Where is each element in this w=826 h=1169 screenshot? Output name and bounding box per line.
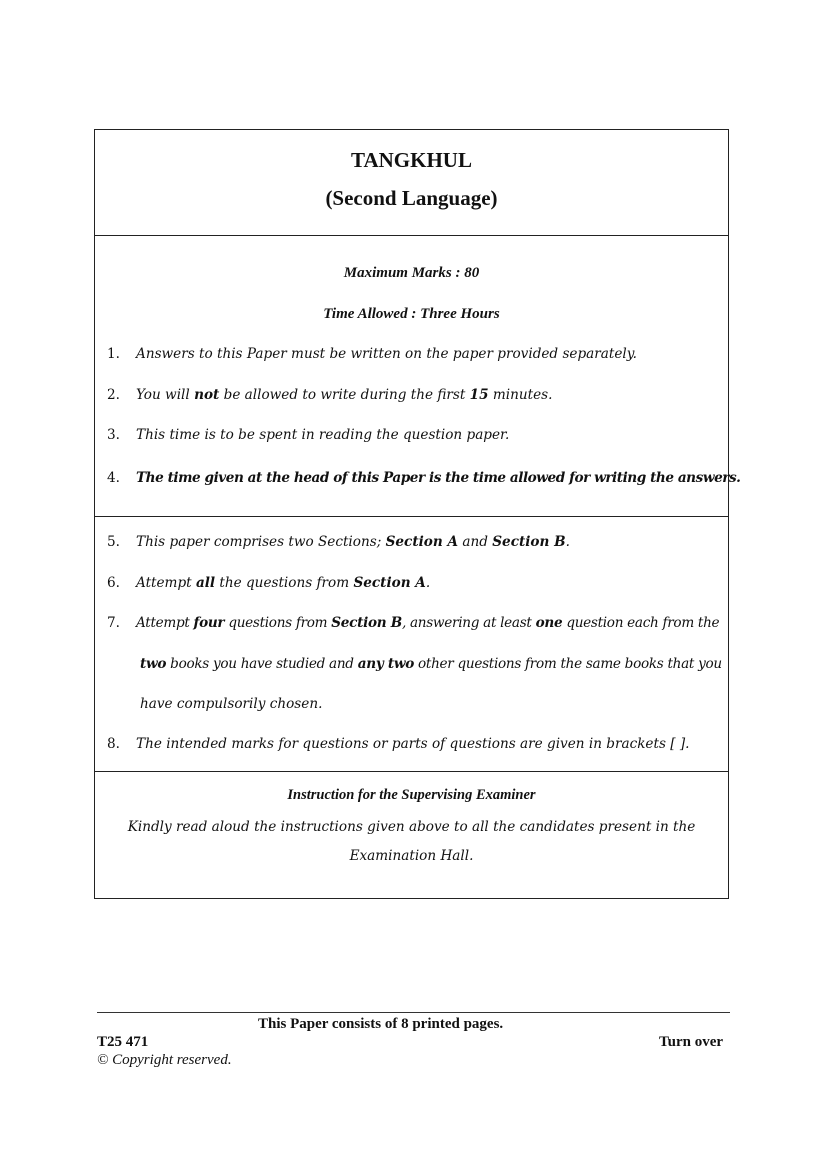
supervisor-heading: Instruction for the Supervising Examiner [287, 787, 536, 803]
instruction-number: 3. [107, 427, 120, 443]
subject-subtitle: (Second Language) [325, 186, 498, 210]
instruction-number: 8. [107, 736, 120, 752]
supervisor-line-2: Examination Hall. [349, 848, 474, 864]
max-marks: Maximum Marks : 80 [343, 265, 480, 281]
divider-instructions [95, 516, 728, 517]
instruction-text: The time given at the head of this Paper is the time allowed for writing the answers. [136, 470, 741, 486]
page-count-note: This Paper consists of 8 printed pages. [258, 1016, 504, 1032]
instruction-text: Attempt all the questions from Section A. [136, 575, 431, 591]
footer-rule [97, 1012, 730, 1013]
instruction-text: The intended marks for questions or parts of questions are given in brackets [ ]. [136, 736, 690, 752]
emphasis: 15 [469, 387, 489, 403]
divider-supervisor [95, 771, 728, 772]
instruction-number: 5. [107, 534, 120, 550]
instruction-number: 4. [107, 470, 120, 486]
instruction-text: You will not be allowed to write during the first 15 minutes. [136, 387, 553, 403]
instruction-7-continued-2: have compulsorily chosen. [140, 696, 323, 712]
subject-title: TANGKHUL [351, 148, 472, 172]
instruction-number: 7. [107, 615, 120, 631]
instruction-7-continued: two books you have studied and any two other questions from the same books that you [140, 656, 722, 672]
instruction-text: Attempt four questions from Section B, answering at least one question each from the [136, 615, 720, 631]
time-allowed: Time Allowed : Three Hours [323, 306, 500, 322]
instruction-number: 1. [107, 346, 120, 362]
exam-cover-box [94, 129, 741, 899]
instruction-number: 6. [107, 575, 120, 591]
supervisor-line-1: Kindly read aloud the instructions given above to all the candidates present in the [127, 819, 696, 835]
copyright-notice: © Copyright reserved. [97, 1052, 232, 1068]
instruction-text: This time is to be spent in reading the question paper. [136, 427, 510, 443]
paper-code: T25 471 [97, 1034, 149, 1050]
divider-header [95, 235, 728, 236]
turn-over-label: Turn over [659, 1034, 724, 1050]
instruction-number: 2. [107, 387, 120, 403]
instruction-text: This paper comprises two Sections; Section A and Section B. [136, 534, 570, 550]
instruction-text: Answers to this Paper must be written on the paper provided separately. [136, 346, 637, 362]
emphasis: not [194, 387, 220, 403]
